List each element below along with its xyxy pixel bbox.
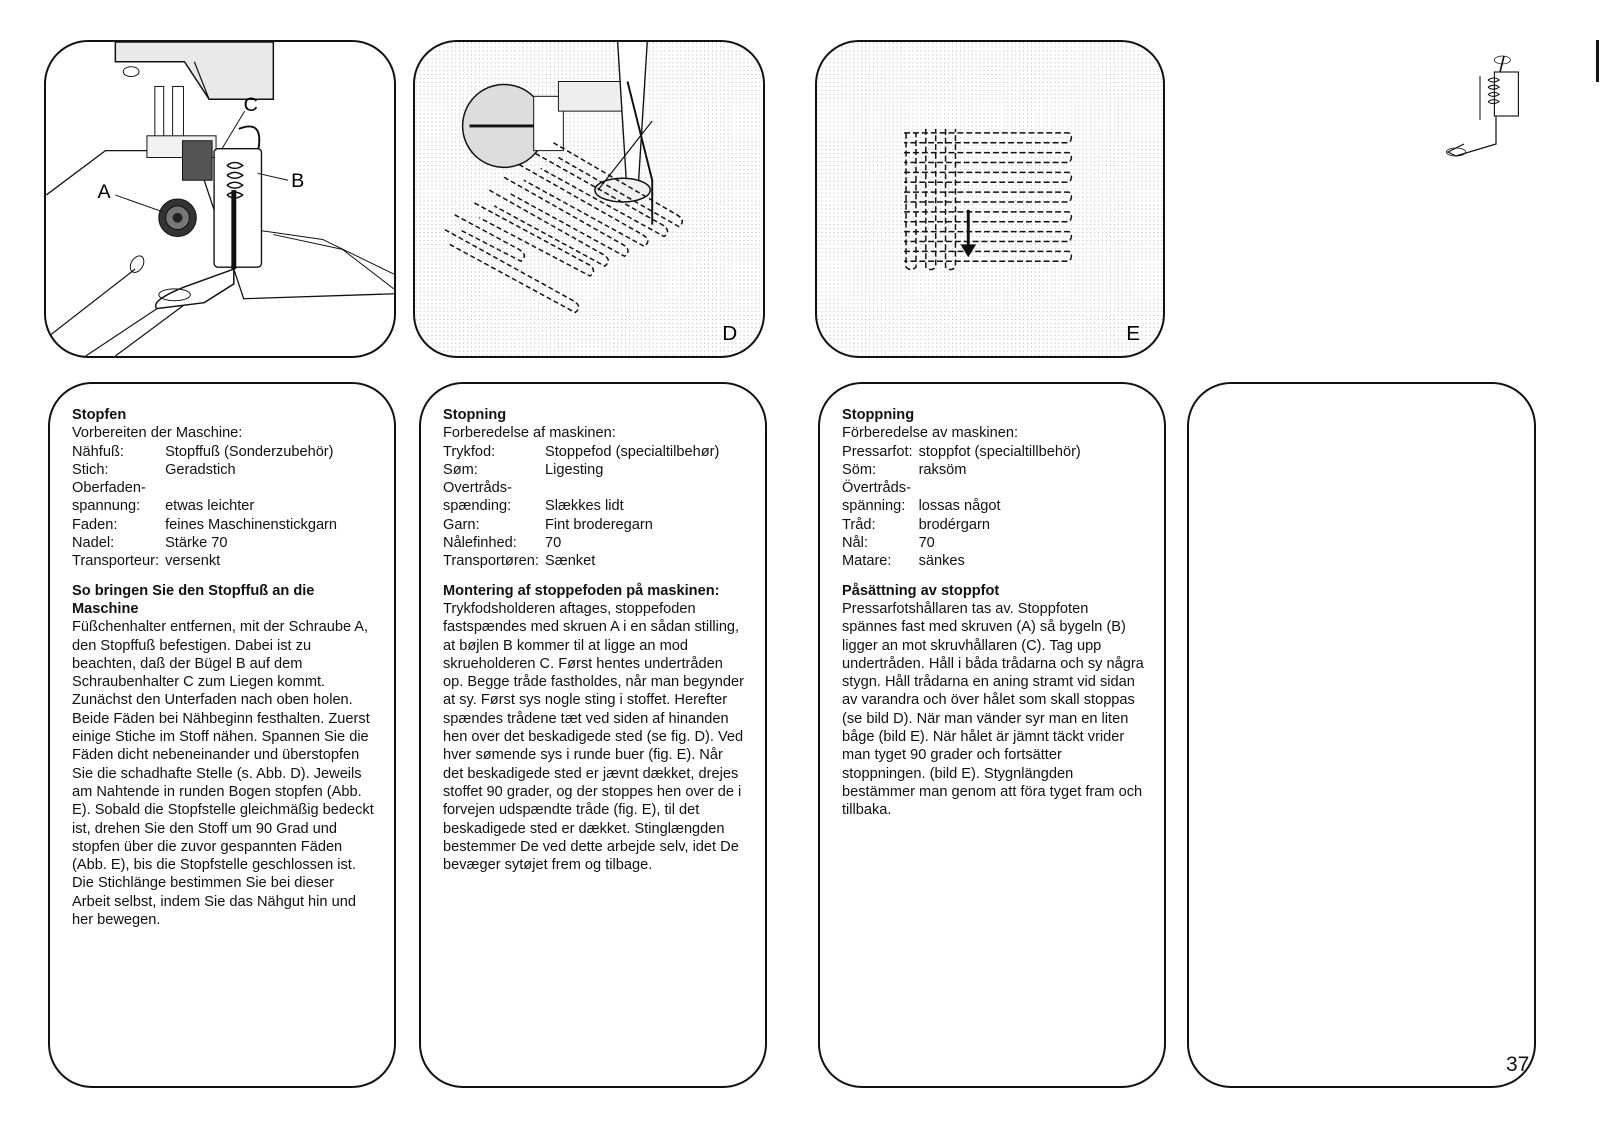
danish-title: Stopning [443, 407, 507, 423]
spec-value: Slækkes lidt [544, 498, 624, 515]
german-intro: Vorbereiten der Maschine: [72, 425, 243, 442]
spec-row [842, 443, 1081, 461]
spec-key: Stich: [72, 461, 109, 478]
presser-foot-illustration [46, 42, 394, 356]
spec-value: versenkt [165, 553, 221, 570]
spec-row [842, 497, 1081, 515]
spec-row [72, 516, 337, 534]
spec-value [919, 479, 1081, 497]
spec-key: Trykfod: [443, 443, 496, 460]
spec-value: sänkes [918, 553, 965, 570]
panel-danish [419, 382, 767, 1088]
figure-presser-foot-mounting [44, 40, 396, 358]
spec-key: Nålefinhed: [443, 535, 517, 552]
figure-darning-threads-d [413, 40, 765, 358]
spec-key: Faden: [72, 516, 118, 533]
swedish-heading: Påsättning av stoppfot [842, 582, 1000, 599]
page-number: 37 [1506, 1053, 1530, 1076]
spec-row [842, 479, 1081, 497]
spec-key: Matare: [842, 553, 892, 570]
spec-value: Fint broderegarn [544, 516, 653, 533]
spec-value: 70 [544, 535, 562, 552]
swedish-intro: Förberedelse av maskinen: [842, 425, 1019, 442]
spec-value: Ligesting [544, 461, 604, 478]
spec-row [72, 461, 337, 479]
darning-foot-sketch [1440, 40, 1536, 176]
spec-value: lossas något [918, 498, 1001, 515]
danish-body: Trykfodsholderen aftages, stoppefoden fastspændes med skruen A i en sådan stilling, at bøjlen B kommer til at ligge an mod skrueholderen C. Først hentes undertråden op. Begge tråde fastholdes, når man begynder at sy. Først sys nogle sting i stoffet. Herefter spændes trådene tæt ved siden af hinanden hen over det beskadigede sted (se fig. D). Ved hver sømende sys i runde buer (fig. E). Når det beskadigede sted er jævnt dækket, drejes stoffet 90 grader, og der stoppes hen over de i forvejen udspændte tråde (fig. E), til det beskadigede sted er dækket. Stinglængden bestemmer De ved dette arbejde selv, idet De bevæger sytøjet frem og tilbage. [443, 600, 744, 874]
spec-key: Pressarfot: [842, 443, 913, 460]
german-heading: So bringen Sie den Stopffuß an die Maschine [72, 582, 315, 617]
spec-row [443, 497, 719, 515]
spec-row [443, 534, 719, 552]
spec-value: brodérgarn [918, 516, 990, 533]
spec-key: Oberfaden- [72, 480, 146, 497]
spec-row [443, 516, 719, 534]
spec-value: stoppfot (specialtillbehör) [918, 443, 1081, 460]
label-c: C [243, 94, 258, 117]
panel-swedish [818, 382, 1166, 1088]
spec-key: Nadel: [72, 535, 115, 552]
spec-value: Geradstich [165, 461, 236, 478]
spec-value: 70 [918, 535, 935, 552]
spec-key: spänning: [842, 498, 906, 515]
spec-row [72, 552, 337, 570]
spec-key: Söm: [842, 461, 877, 478]
spec-key: Transporteur: [72, 553, 160, 570]
edge-mark [1596, 40, 1599, 82]
darning-foot-illustration [415, 42, 763, 356]
spec-key: Garn: [443, 516, 480, 533]
spec-value: Stoppefod (specialtilbehør) [544, 443, 720, 460]
spec-value [165, 479, 337, 497]
label-a: A [97, 181, 111, 204]
spec-row [72, 497, 337, 515]
swedish-title: Stoppning [842, 407, 915, 423]
spec-row [72, 443, 337, 461]
spec-value: etwas leichter [165, 498, 255, 515]
spec-row [72, 534, 337, 552]
spec-key: Nål: [842, 535, 868, 552]
spec-key: Tråd: [842, 516, 876, 533]
spec-value: Sænket [544, 553, 596, 570]
swedish-body: Pressarfotshållaren tas av. Stoppfoten spännes fast med skruven (A) så bygeln (B) ligger an mot skruvhållaren (C). Tag upp undertråden. Håll i båda trådarna och sy några stygn. Håll trådarna en aning stramt vid sidan av varandra och över hålet som skall stoppas (se bild D). När man vänder syr man en liten båge (bild E). När hålet är jämnt täckt vrider man tyget 90 grader och fortsätter stoppningen. (bild E). Stygnlängden bestämmer man genom att föra tyget fram och tillbaka. [842, 600, 1144, 819]
german-body: Füßchenhalter entfernen, mit der Schraube A, den Stopffuß befestigen. Dabei ist zu beachten, daß der Bügel B auf dem Schraubenhalter C zum Liegen kommt. Zunächst den Unterfaden nach oben holen. Beide Fäden bei Nähbeginn festhalten. Zuerst einige Stiche im Stoff nähen. Spannen Sie die Fäden dicht nebeneinander und überstopfen Sie die schadhafte Stelle (s. Abb. D). Jeweils am Nahtende in runden Bogen stopfen (Abb. E). Sobald die Stopfstelle gleichmäßig bedeckt ist, drehen Sie den Stoff um 90 Grad und stopfen über die zuvor gespannten Fäden (Abb. E), bis die Stopfstelle geschlossen ist. Die Stichlänge bestimmen Sie bei dieser Arbeit selbst, indem Sie das Nähgut hin und her bewegen. [72, 619, 374, 929]
spec-row [443, 479, 719, 497]
spec-key: spænding: [443, 498, 512, 515]
label-b: B [291, 170, 305, 193]
spec-key: Transportøren: [443, 553, 539, 570]
spec-value: feines Maschinenstickgarn [165, 516, 338, 533]
spec-key: Overtråds- [443, 480, 512, 497]
spec-key: spannung: [72, 498, 141, 515]
danish-intro: Forberedelse af maskinen: [443, 425, 616, 442]
spec-row [443, 443, 719, 461]
spec-row [842, 461, 1081, 479]
german-title: Stopfen [72, 407, 127, 423]
spec-row [842, 516, 1081, 534]
panel-german [48, 382, 396, 1088]
spec-key: Övertråds- [842, 480, 911, 497]
darning-grid-illustration [817, 42, 1163, 356]
spec-value: Stopffuß (Sonderzubehör) [165, 443, 334, 460]
spec-row [443, 461, 719, 479]
spec-row [443, 552, 719, 570]
figure-darning-grid-e [815, 40, 1165, 358]
panel-empty [1187, 382, 1536, 1088]
spec-value: raksöm [918, 461, 967, 478]
spec-value: Stärke 70 [165, 535, 228, 552]
german-spec-table [72, 443, 337, 571]
danish-heading: Montering af stoppefoden på maskinen: [443, 582, 720, 599]
spec-row [842, 552, 1081, 570]
spec-row [72, 479, 337, 497]
swedish-spec-table [842, 443, 1081, 571]
spec-value [545, 479, 719, 497]
label-d: D [722, 322, 738, 346]
spec-row [842, 534, 1081, 552]
label-e: E [1126, 322, 1141, 346]
spec-key: Søm: [443, 461, 478, 478]
spec-key: Nähfuß: [72, 443, 124, 460]
danish-spec-table [443, 443, 719, 571]
